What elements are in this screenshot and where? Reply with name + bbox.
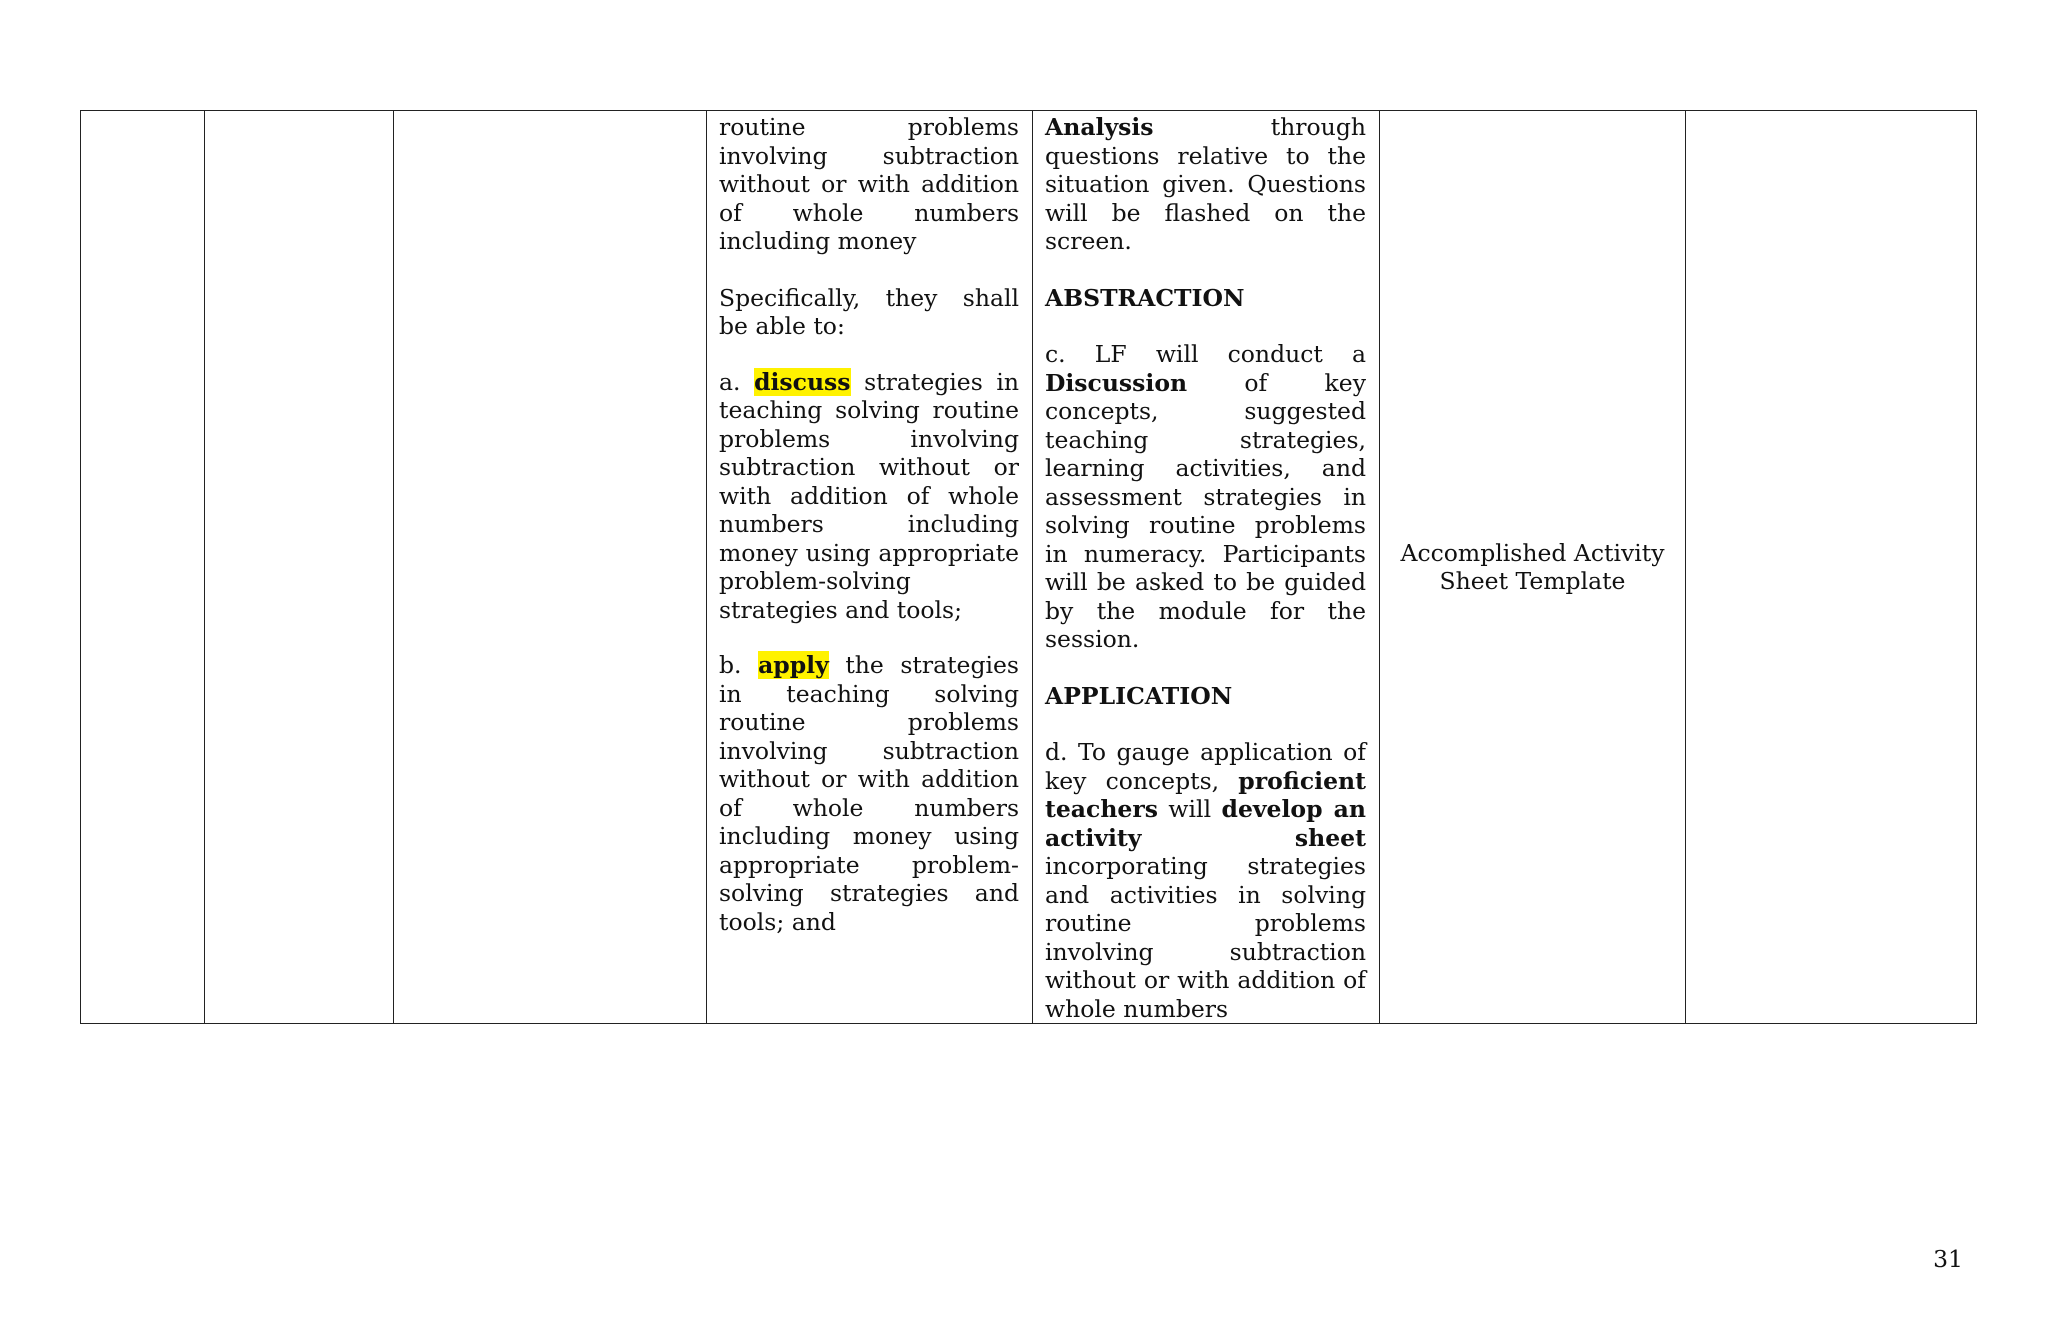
item-c-bold: Discussion (1045, 368, 1188, 397)
item-a-prefix: a. (719, 367, 741, 396)
item-b-verb: apply (758, 651, 829, 679)
analysis-paragraph (1045, 113, 1366, 256)
activity-item-d (1045, 738, 1366, 1023)
item-d-bold2: develop an activity sheet (1045, 795, 1366, 852)
objective-item-a (719, 368, 1019, 625)
outputs-cell (1380, 111, 1686, 1024)
session-plan-table (80, 110, 1977, 1024)
cell-blank-2 (205, 111, 394, 1024)
objectives-lead-in: Specifically, they shall be able to: (719, 283, 1019, 340)
application-heading: APPLICATION (1045, 681, 1233, 710)
analysis-bold: Analysis (1045, 113, 1154, 141)
cell-blank-3 (394, 111, 707, 1024)
item-d-text: incorporating strategies and activities in solving routine problems involving subtraction without or with addition of whole numbers (1045, 852, 1366, 1023)
item-d-bold1: proficient teachers (1045, 766, 1366, 823)
objectives-cell (707, 111, 1033, 1024)
item-d-mid: will (1168, 795, 1212, 823)
objectives-intro: routine problems involving subtraction without or with addition of whole numbers including money (719, 113, 1019, 255)
item-a-verb: discuss (754, 367, 851, 396)
item-c-text: of key concepts, suggested teaching strategies, learning activities, and assessment strategies in solving routine problems in numeracy. Participants will be asked to be guided by the module for the session. (1045, 368, 1366, 653)
item-c-prefix: c. LF will conduct a (1045, 340, 1366, 368)
item-d-prefix: d. To gauge application of key concepts, (1045, 738, 1366, 795)
cell-blank-1 (81, 111, 205, 1024)
item-b-prefix: b. (719, 651, 742, 679)
abstraction-heading: ABSTRACTION (1045, 283, 1245, 312)
item-a-text: strategies in teaching solving routine problems involving subtraction without or with addition of whole numbers including money using appropriate problem-solving strategies and tools; (719, 367, 1019, 624)
cell-blank-7 (1686, 111, 1977, 1024)
table-row (81, 111, 1977, 1024)
activity-item-c (1045, 340, 1366, 654)
analysis-text: through questions relative to the situation given. Questions will be flashed on the screen. (1045, 113, 1366, 255)
activities-cell (1033, 111, 1380, 1024)
outputs-text: Accomplished Activity Sheet Template (1400, 538, 1665, 595)
page-number: 31 (1933, 1245, 1963, 1273)
item-b-text: the strategies in teaching solving routine problems involving subtraction without or with addition of whole numbers including money using appropriate problem-solving strategies and tools; and (719, 651, 1019, 936)
objective-item-b (719, 651, 1019, 936)
